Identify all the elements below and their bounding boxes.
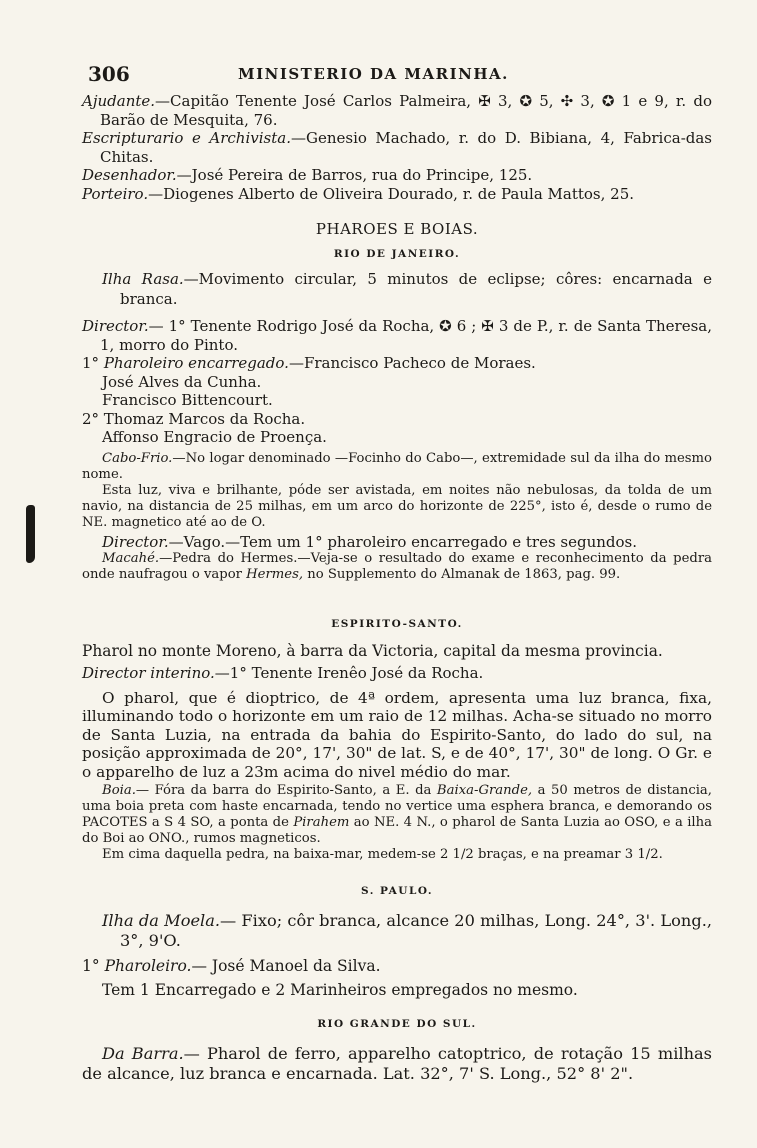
- entry-text: a 50 metros de distancia, uma boia preta com haste encarnada, tendo no vertice uma esphera branca, e demorando os PACOTES a S 4 SO, a ponta de: [82, 783, 712, 830]
- staff-name: Francisco Bittencourt.: [102, 391, 273, 409]
- entry-label: Ilha Rasa.: [102, 270, 184, 288]
- entry-text: —José Pereira de Barros, rua do Principe, 125.: [176, 166, 533, 184]
- entry-label: Da Barra.: [102, 1043, 184, 1063]
- depth-note: Em cima daquella pedra, na baixa-mar, medem-se 2 1/2 braças, e na preamar 3 1/2.: [102, 847, 663, 862]
- staff-note: Tem 1 Encarregado e 2 Marinheiros empregados no mesmo.: [102, 981, 578, 999]
- subsection-heading-sao-paulo: S. PAULO.: [360, 885, 434, 897]
- place-name: Pirahem: [293, 815, 350, 830]
- subsection-heading-rio: RIO DE JANEIRO.: [333, 247, 461, 260]
- pharol-location: Pharol no monte Moreno, à barra da Victoria, capital da mesma provincia.: [82, 641, 663, 660]
- entry-text: —Vago.—Tem um 1° pharoleiro encarregado e tres segundos.: [168, 532, 638, 551]
- entry-text: — Pharol de ferro, apparelho catoptrico, de rotação 15 milhas de alcance, luz branca e encarnada. Lat. 32°, 7' S. Long., 52° 8' 2".: [82, 1043, 712, 1083]
- entry-text: —Pedra do Hermes.—Veja-se o resultado do exame e reconhecimento da pedra onde naufragou o vapor: [82, 551, 712, 582]
- entry-label: Porteiro.: [82, 184, 149, 203]
- page-title: MINISTERIO DA MARINHA.: [238, 65, 509, 83]
- page-number: 306: [88, 62, 130, 86]
- staff-name: Affonso Engracio de Proença.: [102, 428, 327, 446]
- sao-paulo-section: [82, 882, 712, 1000]
- entry-cabo-director: [82, 533, 712, 552]
- running-header: [88, 62, 708, 90]
- entry-label: Ilha da Moela.: [102, 910, 220, 930]
- entry-text: —Genesio Machado, r. do D. Bibiana, 4, Fabrica-das Chitas.: [100, 129, 713, 166]
- ink-blot-mark: [26, 505, 35, 563]
- staff-name: 2° Thomaz Marcos da Rocha.: [82, 409, 306, 428]
- entry-text: —Diogenes Alberto de Oliveira Dourado, r. de Paula Mattos, 25.: [148, 184, 635, 203]
- entry-pharoleiro-sp: [82, 957, 712, 976]
- entry-text: ao NE. 4 N., o pharol de Santa Luzia ao OSO, e a ilha do Boi ao ONO., rumos magneticos.: [82, 815, 712, 846]
- entry-porteiro: [82, 185, 712, 204]
- ordinal: 1°: [82, 354, 100, 372]
- entry-label: Desenhador.: [82, 166, 177, 184]
- espirito-santo-section: [82, 615, 712, 863]
- entry-text: —Capitão Tenente José Carlos Palmeira, ✠ 3, ✪ 5, ✣ 3, ✪ 1 e 9, r. do Barão de Mesquita, 76.: [100, 92, 712, 129]
- entry-label: Escripturario e Archivista.: [82, 129, 291, 147]
- entry-text: —Movimento circular, 5 minutos de eclipse; côres: encarnada e branca.: [120, 270, 712, 308]
- entry-text: — Fóra da barra do Espirito-Santo, a E. da: [135, 783, 437, 798]
- entry-text: — Fixo; côr branca, alcance 20 milhas, Long. 24°, 3'. Long., 3°, 9'O.: [120, 910, 712, 950]
- pharoes-section: [82, 220, 712, 583]
- subsection-heading-espirito: ESPIRITO-SANTO.: [331, 618, 463, 630]
- cabo-frio-description: Esta luz, viva e brilhante, póde ser avistada, em noites não nebulosas, da tolda de um navio, na distancia de 25 milhas, em um arco do horizonte de 225°, isto é, desde o rumo de NE. magnetico até ao de O.: [82, 482, 712, 530]
- entry-text: —1° Tenente Irenêo José da Rocha.: [214, 664, 484, 682]
- entry-macahe: [82, 551, 712, 583]
- entry-label: Pharoleiro encarregado.: [103, 354, 289, 372]
- staff-name: José Alves da Cunha.: [102, 372, 262, 391]
- entry-text: —No logar denominado —Focinho do Cabo—, extremidade sul da ilha do mesmo nome.: [82, 450, 712, 482]
- ship-name: Hermes,: [246, 567, 304, 582]
- entry-cabo-frio: [82, 451, 712, 483]
- entry-label: Cabo-Frio.: [102, 450, 173, 466]
- rio-grande-section: [82, 1015, 712, 1084]
- entry-director: [82, 317, 712, 354]
- entry-label: Director.: [82, 317, 149, 335]
- entry-boia: [82, 783, 712, 847]
- entry-ajudante: [82, 92, 712, 129]
- subsection-heading-rio-grande: RIO GRANDE DO SUL.: [317, 1018, 477, 1030]
- entry-label: Macahé.: [102, 551, 160, 566]
- entry-text: — 1° Tenente Rodrigo José da Rocha, ✪ 6 ; ✠ 3 de P., r. de Santa Theresa, 1, morro do Pinto.: [100, 317, 712, 354]
- staff-entries: [82, 92, 712, 203]
- entry-ilha-rasa: [82, 269, 712, 309]
- entry-escripturario: [82, 129, 712, 166]
- entry-text: —Francisco Pacheco de Moraes.: [288, 354, 536, 372]
- entry-label: Pharoleiro.: [104, 956, 192, 975]
- entry-da-barra: [82, 1044, 712, 1084]
- entry-desenhador: [82, 166, 712, 185]
- ordinal: 1°: [82, 956, 100, 975]
- place-name: Baixa-Grande,: [436, 783, 533, 798]
- entry-director-interino: [82, 664, 712, 683]
- entry-ilha-moela: [82, 911, 712, 951]
- entry-text: — José Manoel da Silva.: [191, 956, 381, 975]
- entry-label: Director.: [102, 532, 169, 551]
- entry-text: no Supplemento do Almanak de 1863, pag. 99.: [303, 567, 621, 582]
- pharol-description: O pharol, que é dioptrico, de 4ª ordem, apresenta uma luz branca, fixa, illuminando todo o horizonte em um raio de 12 milhas. Acha-se situado no morro de Santa Luzia, na entrada da bahia do Espirito-Santo, do lado do sul, na posição approximada de 20°, 17', 30" de lat. S, e de 40°, 17', 30" de long. O Gr. e o apparelho de luz a 23m acima do nivel médio do mar.: [82, 688, 712, 781]
- section-heading: PHAROES E BOIAS.: [315, 220, 479, 238]
- entry-pharoleiro: [82, 354, 712, 373]
- entry-label: Ajudante.: [82, 92, 156, 110]
- entry-label: Director interino.: [82, 664, 215, 682]
- entry-label: Boia.: [102, 783, 136, 798]
